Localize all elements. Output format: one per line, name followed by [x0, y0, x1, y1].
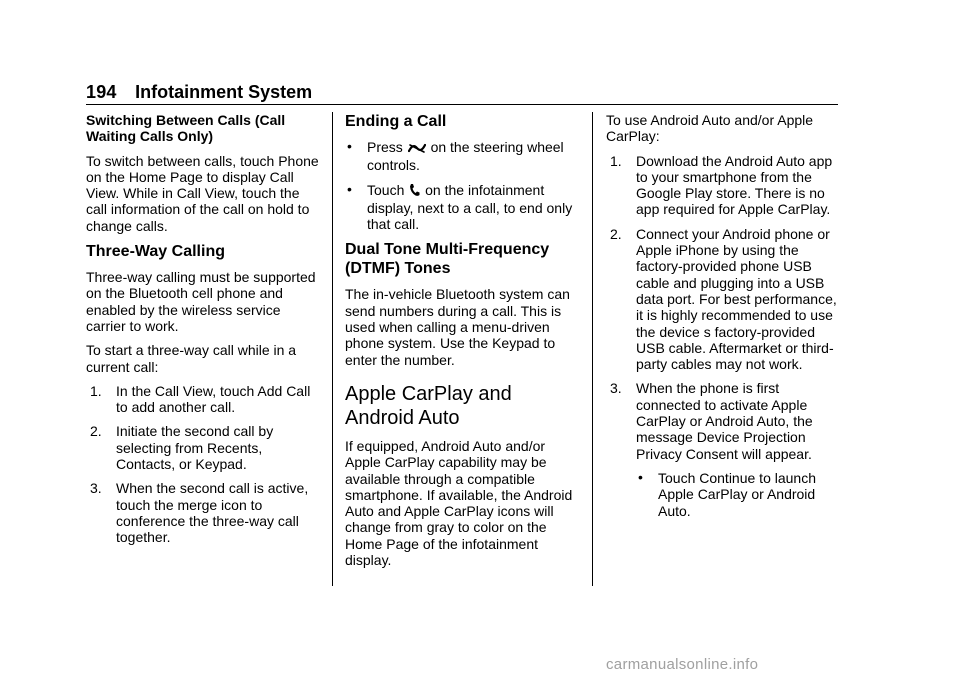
- list-item: [86, 423, 322, 472]
- step-text: Connect your Android phone or Apple iPhone by using the factory-provided phone USB cable and plugging into a USB data port. For best performance, it is highly recommended to use the device s factory-provided USB cable. Aftermarket or third-party cables may not work.: [636, 225, 837, 373]
- column-3: [606, 112, 842, 527]
- page-header: [86, 82, 838, 103]
- heading-three-way: Three-Way Calling: [86, 243, 225, 261]
- section-title: Infotainment System: [135, 82, 313, 102]
- list-item: [606, 226, 842, 373]
- heading-dtmf: Dual Tone Multi-Frequency (DTMF) Tones: [345, 241, 550, 278]
- bullet: •: [638, 468, 643, 485]
- bullet-text-pre: Touch: [367, 181, 405, 198]
- list-item: [606, 380, 842, 461]
- end-call-swoosh-icon: [408, 141, 426, 157]
- bullet-text-post: on the infotainment display, next to a call, to end only that call.: [367, 181, 573, 233]
- phone-handset-icon: [409, 183, 420, 200]
- heading-carplay: Apple CarPlay and Android Auto: [345, 382, 512, 429]
- step-number: 1.: [90, 382, 102, 399]
- step-text: When the phone is first connected to activate Apple CarPlay or Android Auto, the message Device Projection Privacy Consent will appear.: [636, 380, 813, 462]
- list-item: [345, 139, 581, 174]
- step-number: 3.: [610, 380, 622, 397]
- paragraph-three-way-1: Three-way calling must be supported on the Bluetooth cell phone and enabled by the wireless service carrier to work.: [86, 269, 316, 334]
- list-item: [345, 182, 581, 233]
- list-item: [606, 153, 842, 218]
- paragraph-three-way-2: To start a three-way call while in a current call:: [86, 342, 297, 375]
- step-number: 1.: [610, 152, 622, 169]
- header-rule: [86, 104, 838, 105]
- bullet-text-pre: Press: [367, 139, 403, 155]
- paragraph-dtmf: The in-vehicle Bluetooth system can send numbers during a call. This is used when calling a menu-driven phone system. Use the Keypad to enter the number.: [345, 286, 570, 368]
- bullet-text-post: on the steering wheel controls.: [367, 139, 564, 174]
- carplay-sub-list: [606, 470, 842, 519]
- step-number: 2.: [610, 225, 622, 242]
- column-divider-1: [332, 112, 333, 586]
- step-text: In the Call View, touch Add Call to add another call.: [116, 382, 311, 416]
- carplay-steps: [606, 153, 842, 462]
- column-2: [345, 112, 581, 576]
- bullet: •: [347, 138, 352, 154]
- ending-call-list: [345, 139, 581, 232]
- column-divider-2: [592, 112, 593, 586]
- sub-bullet-text: Touch Continue to launch Apple CarPlay or Android Auto.: [658, 469, 816, 519]
- column-1: [86, 112, 322, 554]
- three-way-steps: [86, 383, 322, 546]
- list-item: [86, 383, 322, 416]
- paragraph-carplay: If equipped, Android Auto and/or Apple CarPlay capability may be available through a compatible smartphone. If available, the Android Auto and Apple CarPlay icons will change from gray to color on the Home Page of the infotainment display.: [345, 437, 573, 569]
- step-number: 3.: [90, 480, 102, 497]
- heading-ending-call: Ending a Call: [345, 113, 447, 130]
- list-item: [86, 480, 322, 545]
- step-text: Download the Android Auto app to your smartphone from the Google Play store. There is no app required for Apple CarPlay.: [636, 152, 833, 218]
- bullet: •: [347, 180, 352, 197]
- runin-heading-switching: Switching Between Calls (Call Waiting Calls Only): [86, 112, 286, 145]
- step-number: 2.: [90, 423, 102, 440]
- watermark: carmanualsonline.info: [606, 656, 759, 673]
- page-number: 194: [86, 82, 117, 102]
- list-item: [606, 470, 842, 519]
- paragraph-switching: To switch between calls, touch Phone on the Home Page to display Call View. While in Call View, touch the call information of the call on hold to change calls.: [86, 152, 319, 234]
- step-text: Initiate the second call by selecting from Recents, Contacts, or Keypad.: [116, 423, 274, 473]
- step-text: When the second call is active, touch the merge icon to conference the three-way call together.: [116, 480, 309, 546]
- paragraph-carplay-intro: To use Android Auto and/or Apple CarPlay:: [606, 112, 814, 145]
